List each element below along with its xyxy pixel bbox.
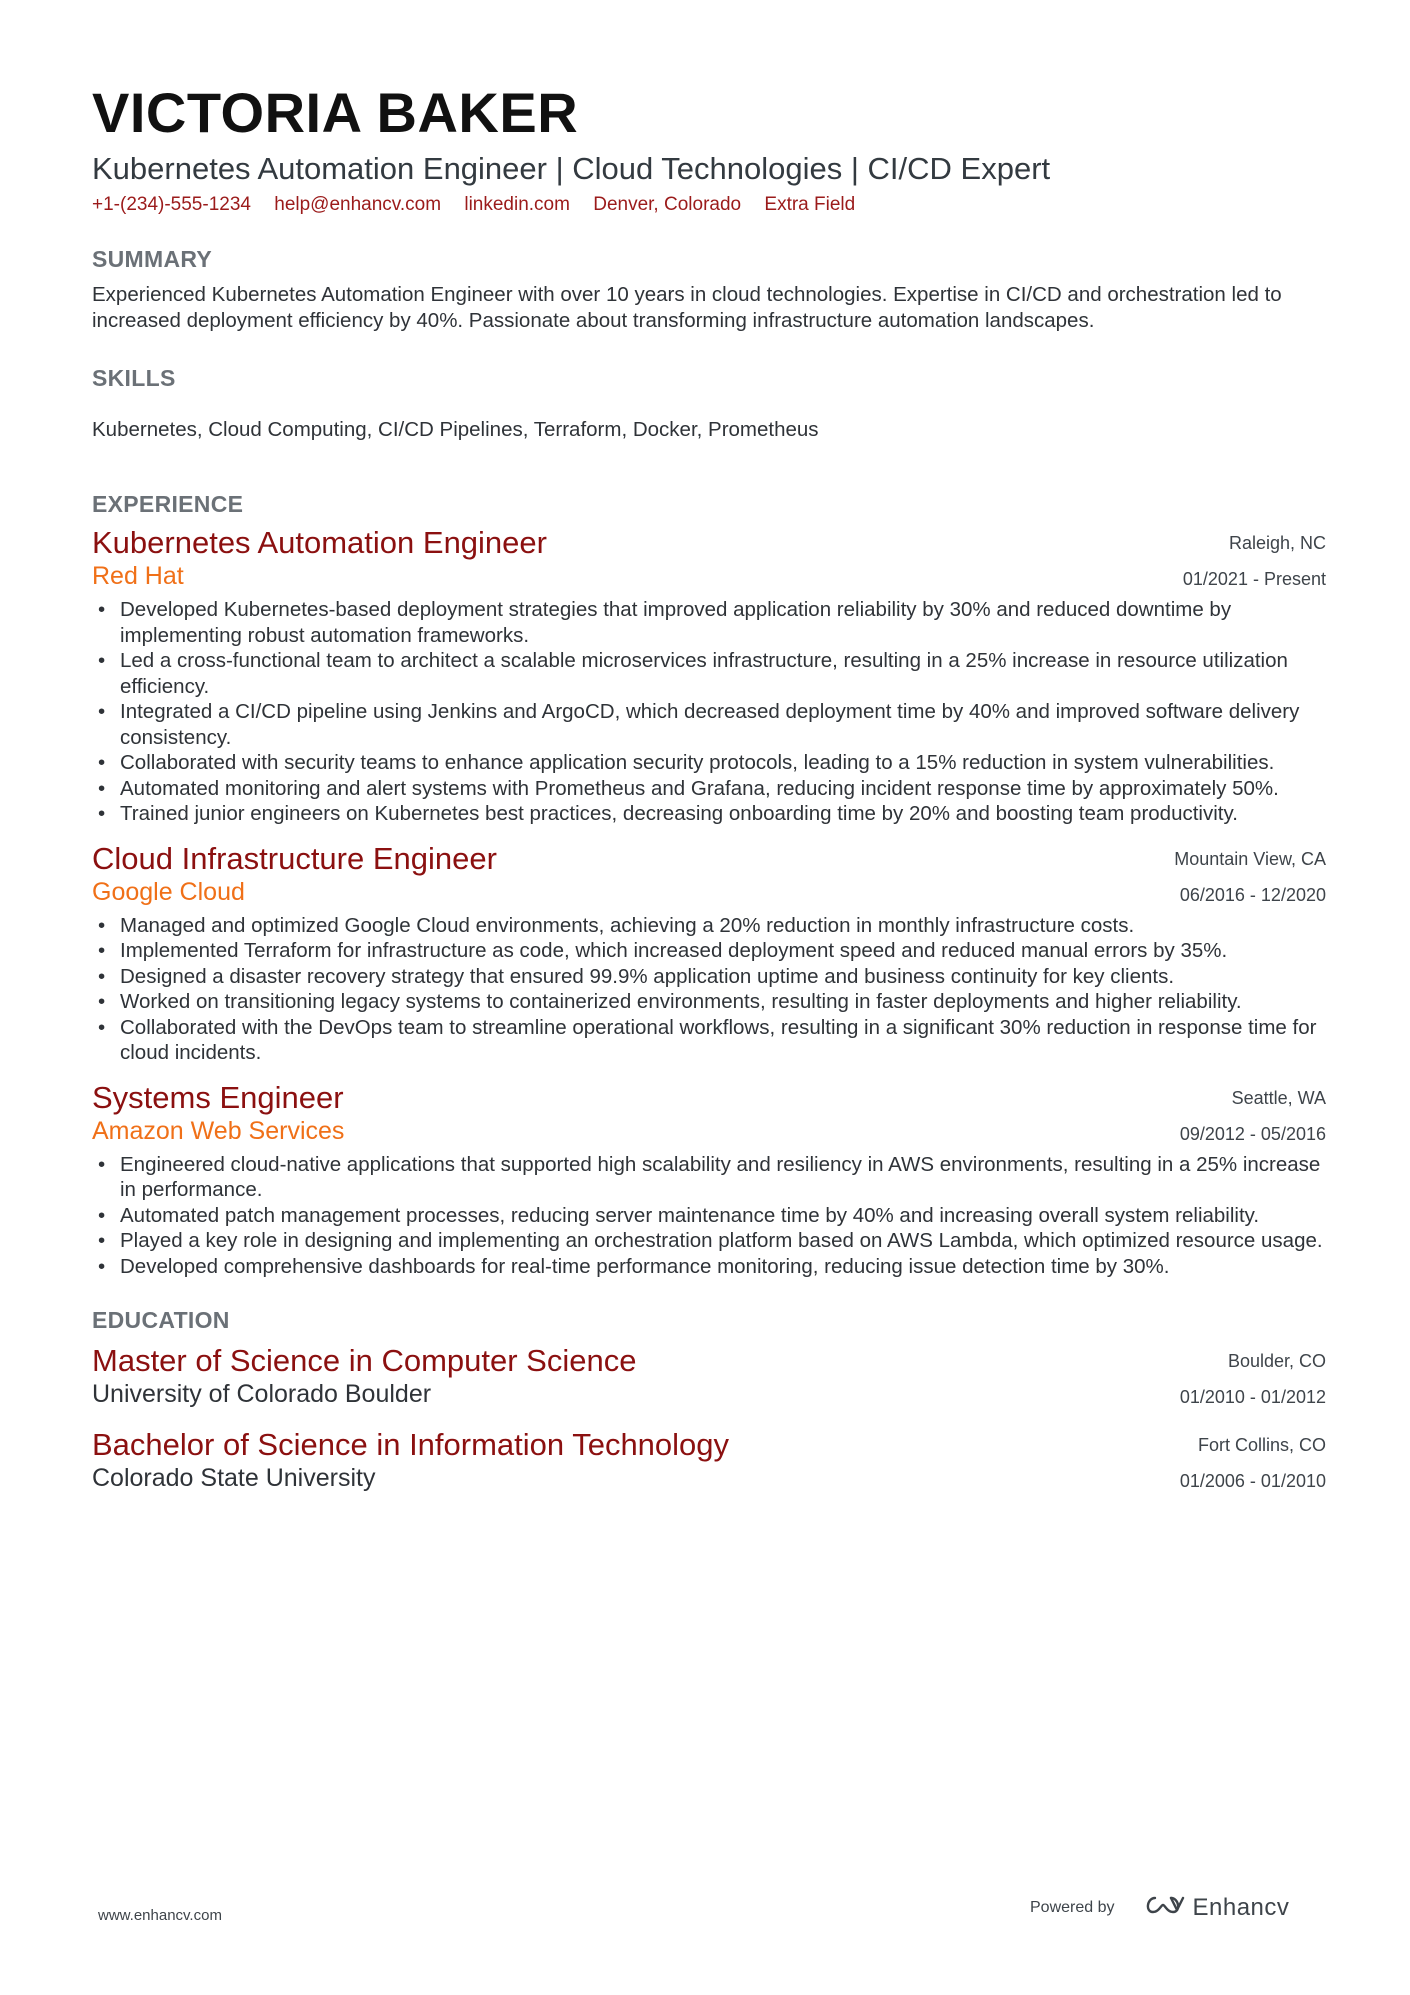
entry-meta bbox=[1174, 841, 1326, 913]
enhancv-logo-icon bbox=[1141, 1893, 1185, 1922]
skills-heading: SKILLS bbox=[92, 365, 176, 391]
entry-dates: 01/2010 - 01/2012 bbox=[1179, 1387, 1326, 1407]
contact-linkedin[interactable]: linkedin.com bbox=[464, 194, 570, 215]
bullet-item: • Developed Kubernetes-based deployment strategies that improved application reliability by 30% and reduced downtime by implementing robust automation frameworks. bbox=[120, 597, 1326, 648]
candidate-name: VICTORIA BAKER bbox=[92, 81, 579, 144]
education-degree: Bachelor of Science in Information Technology bbox=[92, 1427, 730, 1462]
contact-extra-field: Extra Field bbox=[764, 194, 856, 215]
bullet-item: • Played a key role in designing and implementing an orchestration platform based on AWS Lambda, which optimized resource usage. bbox=[120, 1228, 1326, 1254]
entry-meta bbox=[1183, 525, 1326, 597]
bullet-item: • Developed comprehensive dashboards for real-time performance monitoring, reducing issue detection time by 30%. bbox=[120, 1254, 1326, 1280]
entry-location: Mountain View, CA bbox=[1174, 848, 1326, 869]
bullet-item: • Worked on transitioning legacy systems to containerized environments, resulting in faster deployments and higher reliability. bbox=[120, 989, 1326, 1015]
entry-location: Fort Collins, CO bbox=[1197, 1435, 1326, 1455]
entry-role: Kubernetes Automation Engineer bbox=[92, 525, 547, 560]
bullet-item: • Automated patch management processes, reducing server maintenance time by 40% and increasing overall system reliability. bbox=[120, 1203, 1326, 1229]
bullet-item: • Implemented Terraform for infrastructure as code, which increased deployment speed and reduced manual errors by 35%. bbox=[120, 938, 1326, 964]
bullet-item: • Designed a disaster recovery strategy that ensured 99.9% application uptime and business continuity for key clients. bbox=[120, 964, 1326, 990]
headline: Kubernetes Automation Engineer | Cloud Technologies | CI/CD Expert bbox=[92, 151, 1051, 186]
entry-dates: 01/2021 - Present bbox=[1182, 569, 1326, 589]
contact-location: Denver, Colorado bbox=[593, 194, 742, 215]
bullet-item: • Led a cross-functional team to architect a scalable microservices infrastructure, resulting in a 25% increase in resource utilization efficiency. bbox=[120, 648, 1326, 699]
experience-entry bbox=[92, 841, 1326, 1066]
contact-bar bbox=[92, 192, 1326, 218]
entry-bullets bbox=[92, 1152, 1326, 1280]
entry-meta bbox=[1180, 1080, 1326, 1152]
entry-dates: 01/2006 - 01/2010 bbox=[1179, 1471, 1326, 1491]
education-section bbox=[92, 1305, 1326, 1493]
experience-entry bbox=[92, 1080, 1326, 1280]
entry-company: Amazon Web Services bbox=[92, 1116, 345, 1145]
bullet-item: • Engineered cloud-native applications that supported high scalability and resiliency in AWS environments, resulting in a 25% increase in performance. bbox=[120, 1152, 1326, 1203]
entry-bullets bbox=[92, 913, 1326, 1066]
education-entry bbox=[92, 1427, 1326, 1493]
education-school: Colorado State University bbox=[92, 1464, 376, 1492]
entry-dates: 09/2012 - 05/2016 bbox=[1179, 1123, 1326, 1144]
entry-role: Cloud Infrastructure Engineer bbox=[92, 840, 497, 876]
experience-section bbox=[92, 489, 1326, 1279]
education-entry bbox=[92, 1343, 1326, 1409]
powered-by-label: Powered by bbox=[1030, 1898, 1115, 1916]
entry-location: Raleigh, NC bbox=[1228, 533, 1326, 553]
bullet-item: • Collaborated with security teams to enhance application security protocols, leading to a 15% reduction in system vulnerabilities. bbox=[120, 750, 1326, 776]
entry-location: Boulder, CO bbox=[1227, 1351, 1326, 1371]
brand-name: Enhancv bbox=[1192, 1893, 1290, 1921]
summary-text: Experienced Kubernetes Automation Engineer with over 10 years in cloud technologies. Expertise in CI/CD and orchestration led to increased deployment efficiency by 40%. Passionate about transforming infrastructure automation landscapes. bbox=[92, 283, 1282, 332]
bullet-item: • Collaborated with the DevOps team to streamline operational workflows, resulting in a significant 30% reduction in response time for cloud incidents. bbox=[120, 1015, 1326, 1066]
entry-bullets bbox=[92, 597, 1326, 827]
skills-list: Kubernetes, Cloud Computing, CI/CD Pipelines, Terraform, Docker, Prometheus bbox=[92, 418, 819, 441]
entry-location: Seattle, WA bbox=[1231, 1087, 1326, 1108]
education-degree: Master of Science in Computer Science bbox=[92, 1343, 637, 1378]
entry-company: Google Cloud bbox=[92, 877, 245, 906]
summary-section bbox=[92, 244, 1326, 333]
bullet-item: • Automated monitoring and alert systems with Prometheus and Grafana, reducing incident response time by approximately 50%. bbox=[120, 776, 1326, 802]
bullet-item: • Integrated a CI/CD pipeline using Jenkins and ArgoCD, which decreased deployment time by 40% and improved software delivery consistency. bbox=[120, 699, 1326, 750]
entry-meta bbox=[1180, 1343, 1326, 1415]
education-heading: EDUCATION bbox=[92, 1307, 230, 1333]
bullet-item: • Trained junior engineers on Kubernetes best practices, decreasing onboarding time by 20% and boosting team productivity. bbox=[120, 801, 1326, 827]
summary-heading: SUMMARY bbox=[92, 246, 213, 272]
contact-phone[interactable]: +1-(234)-555-1234 bbox=[92, 194, 251, 215]
footer-website[interactable]: www.enhancv.com bbox=[98, 1907, 222, 1924]
entry-role: Systems Engineer bbox=[92, 1079, 344, 1115]
contact-email[interactable]: help@enhancv.com bbox=[274, 194, 442, 215]
entry-company: Red Hat bbox=[92, 562, 184, 590]
entry-meta bbox=[1180, 1427, 1326, 1499]
footer-branding[interactable] bbox=[1030, 1893, 1289, 1922]
resume-page bbox=[92, 78, 1326, 1493]
education-school: University of Colorado Boulder bbox=[92, 1380, 432, 1408]
experience-entry bbox=[92, 525, 1326, 827]
entry-dates: 06/2016 - 12/2020 bbox=[1179, 884, 1326, 905]
bullet-item: • Managed and optimized Google Cloud environments, achieving a 20% reduction in monthly infrastructure costs. bbox=[120, 913, 1326, 939]
skills-section bbox=[92, 363, 1326, 443]
experience-heading: EXPERIENCE bbox=[92, 491, 244, 517]
